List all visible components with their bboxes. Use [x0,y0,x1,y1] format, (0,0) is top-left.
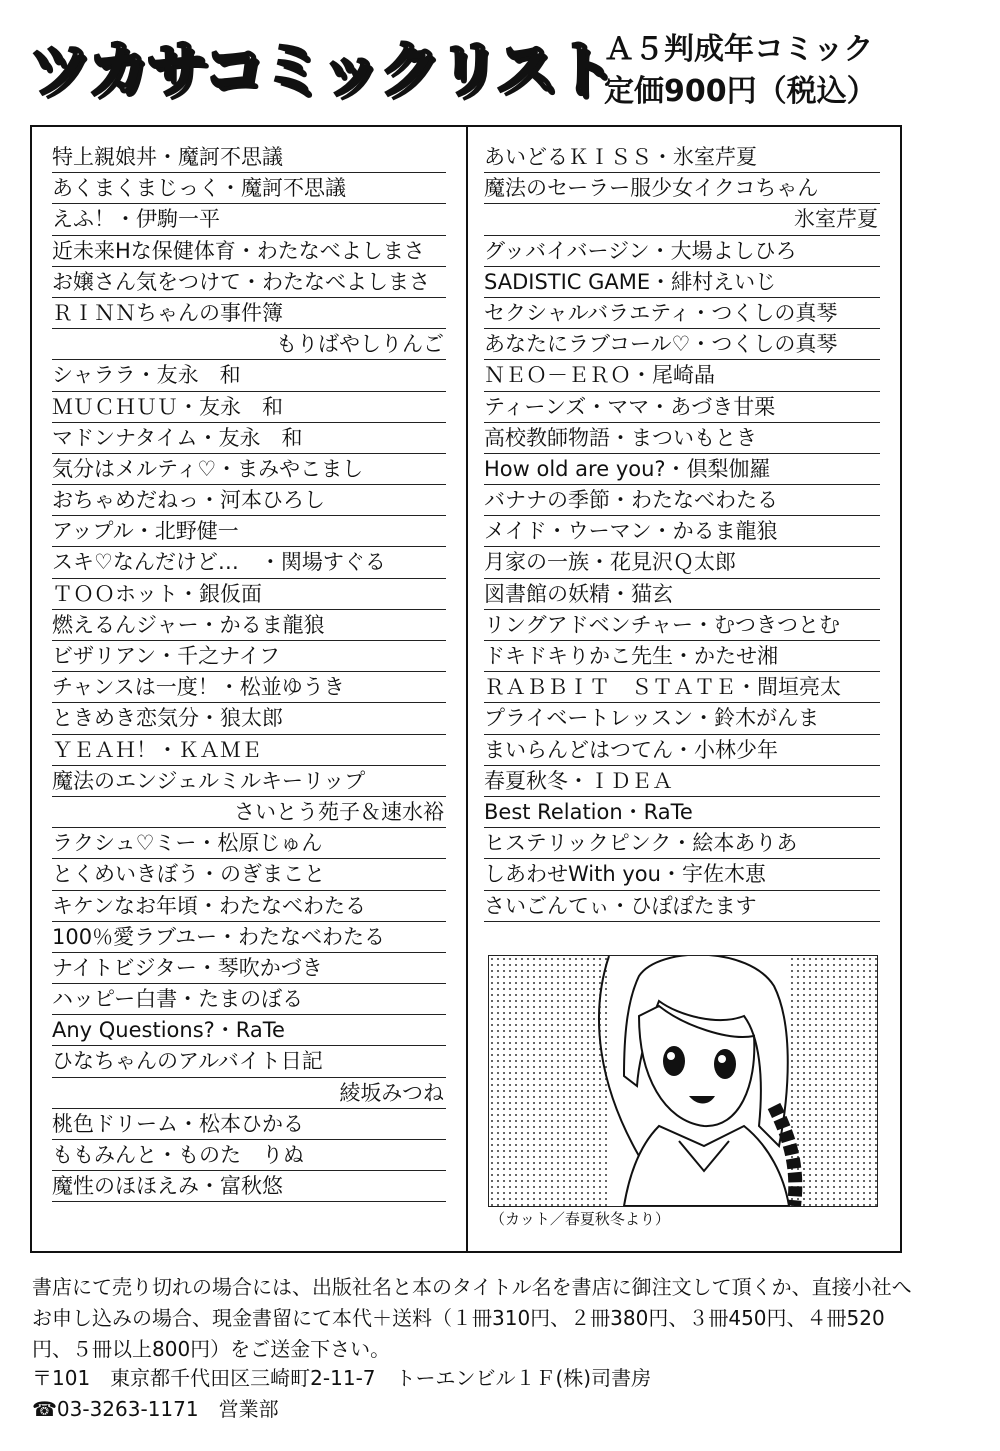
list-item: 綾坂みつね [52,1078,446,1109]
list-item: How old are you?・倶梨伽羅 [484,454,880,485]
list-item: メイド・ウーマン・かるま龍狼 [484,516,880,547]
right-column [484,142,880,922]
list-item: プライベートレッスン・鈴木がんま [484,703,880,734]
left-column [52,142,446,1202]
publisher-address: 〒101 東京都千代田区三崎町2-11-7 トーエンビル１Ｆ(株)司書房 [32,1366,652,1390]
list-item: ビザリアン・千之ナイフ [52,641,446,672]
list-item: お嬢さん気をつけて・わたなべよしまさ [52,267,446,298]
list-item: SADISTIC GAME・緋村えいじ [484,267,880,298]
list-item: ひなちゃんのアルバイト日記 [52,1046,446,1077]
list-item: アップル・北野健一 [52,516,446,547]
order-notice-text: 書店にて売り切れの場合には、出版社名と本のタイトル名を書店に御注文して頂くか、直接小社へお申し込みの場合、現金書留にて本代＋送料（１冊310円、２冊380円、３冊450円、４冊520円、５冊以上800円）をご送金下さい。 [32,1275,912,1361]
list-item: さいごんてぃ・ひぽぽたます [484,891,880,922]
list-item: 月家の一族・花見沢Ｑ太郎 [484,547,880,578]
list-item: 図書館の妖精・猫玄 [484,579,880,610]
page-title: ツカサコミックリスト [28,33,614,106]
list-item: とくめいきぼう・のぎまこと [52,859,446,890]
list-item: グッバイバージン・大場よしひろ [484,236,880,267]
list-item: おちゃめだねっ・河本ひろし [52,485,446,516]
list-item: しあわせWith you・宇佐木恵 [484,859,880,890]
list-item: ＴＯＯホット・銀仮面 [52,579,446,610]
publisher-phone: ☎03-3263-1171 営業部 [32,1397,279,1421]
list-item: ラクシュ♡ミー・松原じゅん [52,828,446,859]
girl-illustration-icon [489,956,877,1206]
illustration [488,955,878,1207]
list-item: 燃えるんジャー・かるま龍狼 [52,610,446,641]
list-item: ティーンズ・ママ・あづき甘栗 [484,392,880,423]
list-item: もりばやしりんご [52,329,446,360]
list-item: 特上親娘丼・魔訶不思議 [52,142,446,173]
list-item: ＹＥＡＨ！・ＫＡＭＥ [52,735,446,766]
list-item: スキ♡なんだけど… ・関場すぐる [52,547,446,578]
list-item: ハッピー白書・たまのぼる [52,984,446,1015]
list-item: 魔性のほほえみ・富秋悠 [52,1171,446,1202]
list-item: Best Relation・RaTe [484,797,880,828]
list-item: 魔法のエンジェルミルキーリップ [52,766,446,797]
list-item: 桃色ドリーム・松本ひかる [52,1109,446,1140]
price-label: 定価900円（税込） [604,74,877,109]
list-item: 氷室芹夏 [484,204,880,235]
list-item: ＭＵＣＨＵＵ・友永 和 [52,392,446,423]
list-item: さいとう苑子＆速水裕 [52,797,446,828]
list-item: キケンなお年頃・わたなべわたる [52,891,446,922]
list-item: 気分はメルティ♡・まみやこまし [52,454,446,485]
list-item: 100％愛ラブユー・わたなべわたる [52,922,446,953]
list-item: リングアドベンチャー・むつきつとむ [484,610,880,641]
list-item: ＮＥＯ－ＥＲＯ・尾崎晶 [484,360,880,391]
illustration-caption: （カット／春夏秋冬より） [490,1210,670,1228]
list-item: まいらんどはつてん・小林少年 [484,735,880,766]
list-item: ナイトビジター・琴吹かづき [52,953,446,984]
list-item: あくまくまじっく・魔訶不思議 [52,173,446,204]
list-item: 高校教師物語・まついもとき [484,423,880,454]
list-item: えふ！・伊駒一平 [52,204,446,235]
list-item: 近未来Hな保健体育・わたなべよしまさ [52,236,446,267]
list-item: シャララ・友永 和 [52,360,446,391]
list-item: ヒステリックピンク・絵本ありあ [484,828,880,859]
list-item: ドキドキりかこ先生・かたせ湘 [484,641,880,672]
list-item: バナナの季節・わたなべわたる [484,485,880,516]
list-item: ＲＩＮＮちゃんの事件簿 [52,298,446,329]
list-item: マドンナタイム・友永 和 [52,423,446,454]
list-item: 春夏秋冬・ＩＤＥＡ [484,766,880,797]
list-item: チャンスは一度！・松並ゆうき [52,672,446,703]
column-divider [466,125,468,1253]
list-item: あいどるＫＩＳＳ・氷室芹夏 [484,142,880,173]
list-item: 魔法のセーラー服少女イクコちゃん [484,173,880,204]
list-item: ももみんと・ものた りぬ [52,1140,446,1171]
list-item: セクシャルバラエティ・つくしの真琴 [484,298,880,329]
format-label: Ａ５判成年コミック [604,32,874,67]
list-item: ＲＡＢＢＩＴ ＳＴＡＴＥ・間垣亮太 [484,672,880,703]
list-item: Any Questions?・RaTe [52,1015,446,1046]
list-item: ときめき恋気分・狼太郎 [52,703,446,734]
order-notice [32,1272,912,1365]
list-item: あなたにラブコール♡・つくしの真琴 [484,329,880,360]
